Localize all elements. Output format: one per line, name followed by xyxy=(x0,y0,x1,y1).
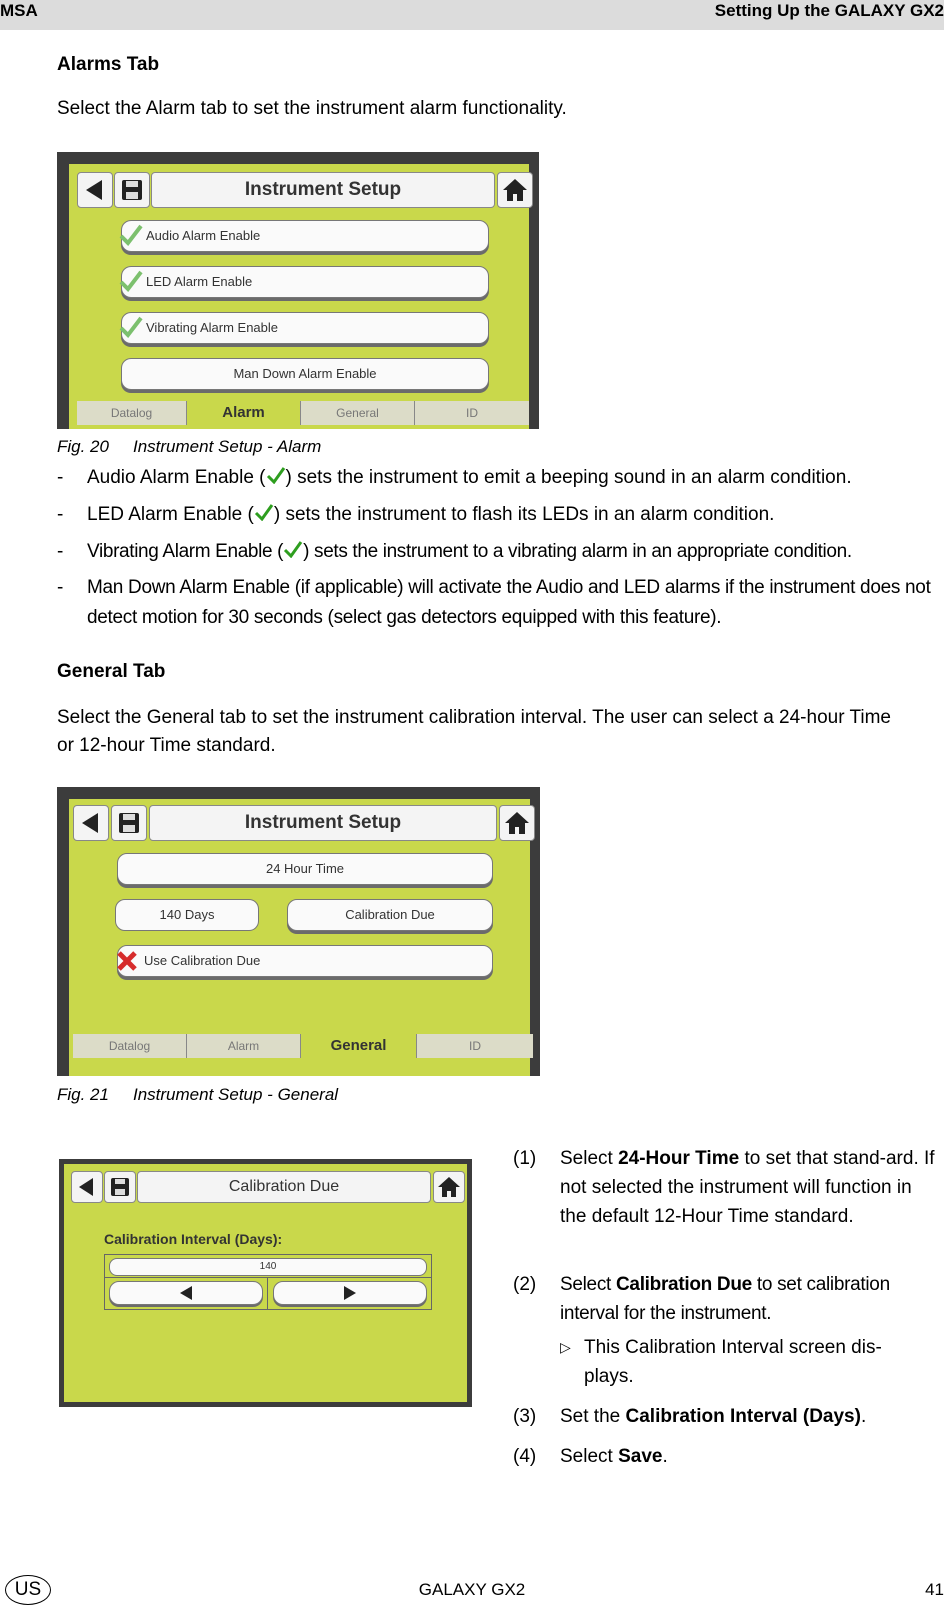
interval-value-field: 140 xyxy=(109,1258,427,1276)
man-down-alarm-enable-button: Man Down Alarm Enable xyxy=(121,358,489,390)
led-alarm-enable-button: LED Alarm Enable xyxy=(121,266,489,298)
save-button xyxy=(111,805,147,841)
alarm-setup-screenshot xyxy=(57,152,539,429)
save-button xyxy=(104,1171,136,1203)
tab-id: ID xyxy=(466,406,478,420)
save-disk-icon xyxy=(105,1172,135,1202)
left-arrow-icon xyxy=(178,1285,194,1301)
x-icon xyxy=(115,949,139,973)
header-section-title: Setting Up the GALAXY GX2 xyxy=(714,1,944,20)
home-button xyxy=(499,805,535,841)
header-brand: MSA xyxy=(0,1,38,20)
calibration-due-screenshot xyxy=(59,1159,472,1407)
check-icon xyxy=(118,315,144,339)
decrease-button xyxy=(109,1281,263,1305)
general-setup-screenshot xyxy=(57,787,540,1076)
check-icon xyxy=(118,269,144,293)
home-icon xyxy=(498,173,532,207)
home-button xyxy=(497,172,533,208)
fig20-caption: Fig. 20 Instrument Setup - Alarm xyxy=(57,437,322,456)
region-badge: US xyxy=(5,1575,51,1605)
general-heading: General Tab xyxy=(57,661,166,682)
page-header xyxy=(0,0,944,30)
screen-title: Instrument Setup xyxy=(149,805,497,841)
home-icon xyxy=(500,806,534,840)
check-icon xyxy=(254,503,274,521)
screen-title: Instrument Setup xyxy=(151,172,495,208)
tab-general: General xyxy=(301,1034,417,1058)
alarms-intro: Select the Alarm tab to set the instrument alarm functionality. xyxy=(57,98,567,119)
back-button xyxy=(73,805,109,841)
tab-datalog: Datalog xyxy=(73,1034,187,1058)
tab-bar xyxy=(73,1034,533,1058)
alarms-heading: Alarms Tab xyxy=(57,54,160,75)
back-button xyxy=(77,172,113,208)
check-icon xyxy=(266,466,286,484)
back-arrow-icon xyxy=(74,806,108,840)
use-calibration-due-button: Use Calibration Due xyxy=(117,945,493,977)
interval-control xyxy=(104,1254,432,1310)
screen-title: Calibration Due xyxy=(137,1171,431,1203)
result-triangle-icon: ▷ xyxy=(560,1339,571,1355)
fig21-caption: Fig. 21 Instrument Setup - General xyxy=(57,1085,339,1104)
24-hour-time-button: 24 Hour Time xyxy=(117,853,493,885)
home-button xyxy=(433,1171,465,1203)
save-button xyxy=(114,172,150,208)
tab-alarm: Alarm xyxy=(187,401,301,425)
audio-alarm-enable-button: Audio Alarm Enable xyxy=(121,220,489,252)
tab-bar xyxy=(77,401,529,425)
save-disk-icon xyxy=(112,806,146,840)
right-arrow-icon xyxy=(342,1285,358,1301)
footer-product: GALAXY GX2 xyxy=(418,1580,526,1599)
days-value-field: 140 Days xyxy=(115,899,259,931)
back-arrow-icon xyxy=(78,173,112,207)
tab-alarm: Alarm xyxy=(187,1034,301,1058)
home-icon xyxy=(434,1172,464,1202)
check-icon xyxy=(118,223,144,247)
increase-button xyxy=(273,1281,427,1305)
tab-general: General xyxy=(301,401,415,425)
back-button xyxy=(71,1171,103,1203)
tab-datalog: Datalog xyxy=(77,401,187,425)
tab-id: ID xyxy=(469,1039,481,1053)
general-intro: Select the General tab to set the instrument calibration interval. The user can select a 24-hour Time or 12-hour Time standard. xyxy=(57,707,891,756)
back-arrow-icon xyxy=(72,1172,102,1202)
calibration-interval-label: Calibration Interval (Days): xyxy=(104,1231,283,1247)
save-disk-icon xyxy=(115,173,149,207)
vibrating-alarm-enable-button: Vibrating Alarm Enable xyxy=(121,312,489,344)
page-number: 41 xyxy=(925,1580,944,1599)
calibration-due-button: Calibration Due xyxy=(287,899,493,931)
check-icon xyxy=(283,540,303,558)
